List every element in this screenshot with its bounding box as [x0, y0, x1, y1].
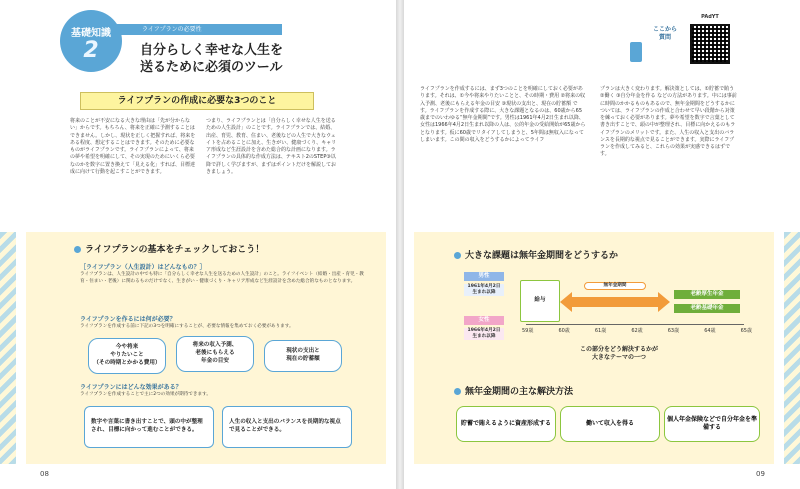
- section-heading: ライフプランの作成に必要な3つのこと: [80, 92, 314, 110]
- male-label: 男性: [464, 272, 504, 281]
- female-birth-line-2: 生まれ以降: [472, 333, 496, 339]
- no-pension-arrow-icon: [560, 290, 670, 314]
- age-tick: 59歳: [522, 328, 534, 334]
- diagram-caption: [564, 346, 674, 362]
- body-column-1: ライフプランを作成するには、まず3つのことを明確にしておく必要があります。それは、①今や将来やりたいことと、その時期・費用 ②将来の収入予測、老後にもらえる年金の目安 ③現状の支出と、現在の貯蓄額 です。ライフプランを作成する際に、大きな課題となるのは、60歳から65歳までのいわゆる“無年金期間”です。男性は1961年4月2日生まれ以降、女性は1966年4月2日生まれ以降の人は、公的年金の受給開始が65歳からとなります。仮に60歳でリタイアしてしまうと、5年間は無収入になってしまいます。この間の収入をどうするかによってライフ: [420, 86, 586, 143]
- need-bubble-3: [264, 340, 342, 372]
- age-tick: 62歳: [631, 328, 643, 334]
- phone-icon: [630, 42, 642, 62]
- body-column-2: プランは大きく変わります。解決策としては、①貯蓄で賄う ②働く ③自分年金を作る などの方法があります。中には事前に時間のかかるものもあるので、無年金期間をどうするかについては、ライフプランの作成と合わせて早い段階から対策を練っておく必要があります。夢や希望を数字で言葉として書き出すことで、頭の中が整理され、目標に向かえるのもライフプランのメリットです。また、人生の収入と支出のバランスを長期的な視点で見ることができます。実際にライフプランを作成してみると、これらの効果が実感できるはずです。: [600, 86, 737, 158]
- chapter-badge: [60, 10, 122, 72]
- panel-heading-text: 大きな課題は無年金期間をどうするか: [465, 251, 619, 261]
- pension-label-2: 老齢基礎年金: [674, 304, 740, 313]
- category-bar: ライフプランの必要性: [116, 24, 282, 35]
- heading-dot-icon: [454, 252, 461, 259]
- effect-box-1: [84, 406, 214, 448]
- need-1-line-3: （その時期とかかる費用）: [93, 359, 161, 366]
- heading-dot-icon: [454, 388, 461, 395]
- need-3-line-2: 現在の貯蓄額: [286, 356, 320, 362]
- age-tick: 60歳: [558, 328, 570, 334]
- need-2-line-1: 将来の収入予測、: [192, 342, 238, 349]
- heading-dot-icon: [74, 246, 81, 253]
- female-label: 女性: [464, 316, 504, 325]
- solution-1: 貯蓄で賄えるように資産形成する: [456, 406, 556, 442]
- male-birth-line-2: 生まれ以降: [472, 289, 496, 295]
- age-tick: 65歳: [740, 328, 752, 334]
- need-1-line-2: やりたいこと: [110, 352, 144, 359]
- panel-heading: [454, 248, 618, 261]
- age-ticks: [522, 327, 752, 334]
- effect-1-text: 数字や言葉に書き出すことで、頭の中が整理され、目標に向かって進むことができる。: [91, 419, 203, 433]
- question-2-text: ライフプランを作成する前に下記の3つを明確にすることが、必要な情報を集めておく必要があります。: [80, 324, 294, 329]
- qr-caption-line-1: ここから: [652, 26, 677, 33]
- badge-number: 2: [83, 38, 99, 63]
- age-axis: [526, 324, 744, 325]
- panel-heading-text: ライフプランの基本をチェックしておこう！: [85, 245, 265, 255]
- question-1-text: ライフプランは、人生設計の中でも特に「自分らしく幸せな人生を送るための人生設計」のこと。ライフイベント（結婚・出産・育児・教育・住まい・老後）に関わるものだけでなく、生きがい・健康づくり・キャリア形成など生涯設計を含めた総合的なものとなります。: [80, 272, 364, 284]
- pension-label-1: 老齢厚生年金: [674, 290, 740, 299]
- left-page: [0, 0, 396, 489]
- need-bubble-2: [176, 336, 254, 372]
- decorative-stripes: [0, 232, 16, 464]
- caption-line-1: この部分をどう解決するかが: [579, 346, 658, 353]
- question-2: ライフプランを作るには何が必要？: [80, 316, 176, 323]
- page-number-left: 08: [40, 470, 49, 478]
- page-title: [140, 43, 283, 77]
- male-birth: [464, 284, 504, 296]
- caption-line-2: 大きなテーマの一つ: [591, 353, 646, 361]
- badge-word: 基礎知識: [71, 28, 111, 39]
- age-tick: 64歳: [704, 328, 716, 334]
- solution-2: 働いて収入を得る: [560, 406, 660, 442]
- body-column-2: つまり、ライフプランとは「自分らしく幸せな人生を送るための人生設計」のことです。ライフプランでは、結婚、出産、育児、教育、住まい、老後などの人生で大きなウェイトを占めることに加え、生きがい、健康づくり、キャリア形成など生涯設計を含めた総合的な計画になります。ライフプランの具体的な作成方法は、テキスト2のSTEP③以降で詳しく学びますが、まずはポイントだけを解説しておきましょう。: [206, 118, 337, 175]
- qr-code-icon[interactable]: [690, 24, 730, 64]
- panel-heading: [74, 242, 264, 255]
- salary-box: 給与: [520, 280, 560, 322]
- need-2-line-2: 老後にもらえる: [195, 350, 235, 357]
- female-birth-line-1: 1966年4月2日: [467, 328, 501, 333]
- male-birth-line-1: 1961年4月2日: [467, 284, 501, 289]
- age-tick: 61歳: [594, 328, 607, 334]
- no-pension-label: 無年金期間: [584, 282, 646, 290]
- need-bubble-1: [88, 338, 166, 374]
- age-tick: 63歳: [667, 328, 680, 334]
- qr-code-id: PAdYT: [701, 14, 719, 20]
- decorative-stripes: [784, 232, 800, 464]
- question-1: ［ライフプラン（人生設計）はどんなもの？］: [80, 264, 206, 271]
- need-3-line-1: 現状の支出と: [286, 348, 320, 355]
- body-column-1: 将来のことが不安になる大きな理由は「先が分からない」からです。もちろん、将来を正確に予測することはできません。しかし、現状を正しく把握すれば、将来をある程度、想定することはできます。そのために必要なものがライフプランです。ライフプランによって、将来の夢や希望を明確にして、その実現のためにいくら必要なのかを数字に置き換えて「見える化」すれば、目標達成に向けて行動を起こすことができます。: [70, 118, 196, 175]
- solutions-heading-text: 無年金期間の主な解決方法: [465, 387, 574, 397]
- question-3-text: ライフプランを作成することで主に2つの効果が期待できます。: [80, 392, 211, 397]
- effect-box-2: [222, 406, 352, 448]
- question-3: ライフプランにはどんな効果がある？: [80, 384, 182, 391]
- page-number-right: 09: [756, 470, 765, 478]
- book-gutter: [396, 0, 404, 489]
- solutions-heading: [454, 384, 573, 397]
- qr-caption-line-2: 質問: [658, 33, 671, 41]
- check-panel: [26, 232, 386, 464]
- effect-2-text: 人生の収入と支出のバランスを長期的な視点で見ることができる。: [229, 419, 341, 433]
- need-1-line-1: 今や将来: [115, 344, 139, 351]
- solution-3: 個人年金保険などで自分年金を準備する: [664, 406, 760, 442]
- female-birth: [464, 328, 504, 340]
- title-line-1: 自分らしく幸せな人生を: [140, 43, 284, 58]
- title-line-2: 送るために必須のツール: [140, 59, 283, 75]
- qr-caption: [648, 26, 682, 42]
- need-2-line-3: 年金の目安: [201, 357, 229, 364]
- right-page: [404, 0, 800, 489]
